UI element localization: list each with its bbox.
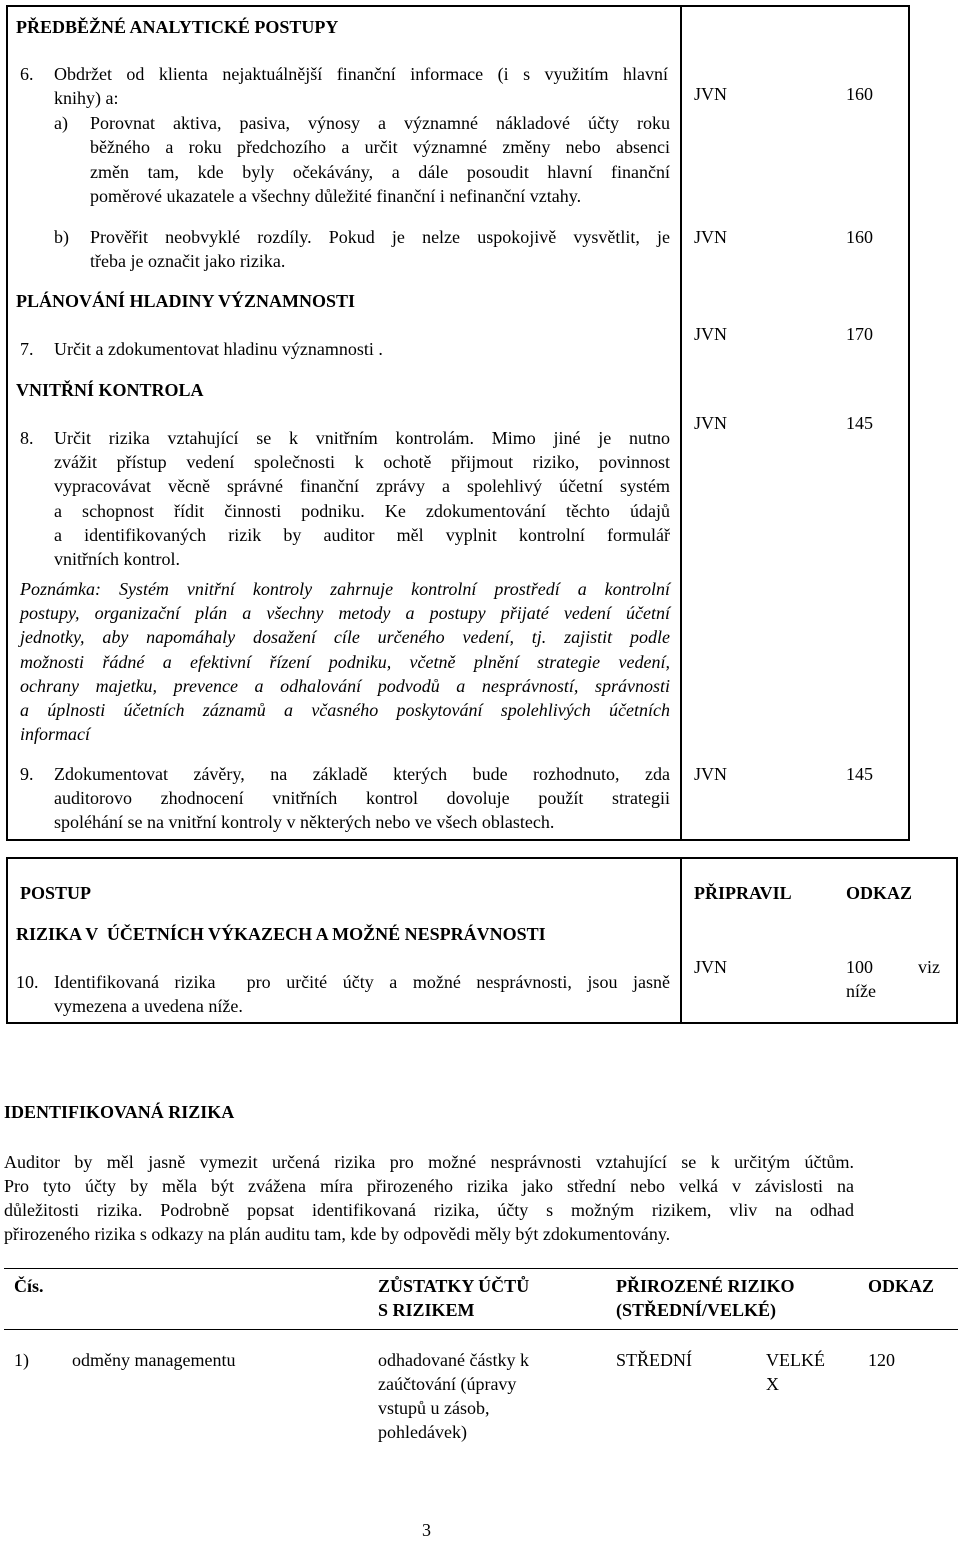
- item10-l2: vymezena a uvedena níže.: [54, 996, 243, 1016]
- para-l3: důležitosti rizika. Podrobně popsat identifikovaná rizika, účty s možným rizikem, vliv na odhad: [4, 1200, 854, 1220]
- item6-text-l2: knihy) a:: [54, 88, 119, 108]
- risk-table-header-divider: [4, 1329, 958, 1330]
- heading-vnitrni: VNITŘNÍ KONTROLA: [16, 380, 204, 400]
- item6a-l3: změn tam, kde byly očekávány, a dále posoudit hlavní finanční: [90, 162, 670, 182]
- risk-row1-desc-l3: vstupů u zásob,: [378, 1398, 490, 1418]
- item9-l3: spoléhání se na vnitřní kontroly v některých nebo ve všech oblastech.: [54, 812, 555, 832]
- item8-l6: vnitřních kontrol.: [54, 549, 180, 569]
- risk-header-cis: Čís.: [14, 1276, 44, 1296]
- item6-text-l1: Obdržet od klienta nejaktuálnější finanční informace (i s využitím hlavní: [54, 64, 668, 84]
- item6a-label: a): [54, 113, 68, 133]
- note-l6: a úplnosti účetních záznamů a včasného poskytování spolehlivých účetních: [20, 700, 670, 720]
- item10-ref-a: 100: [846, 957, 873, 977]
- item7-number: 7.: [20, 339, 34, 359]
- heading-identifikovana: IDENTIFIKOVANÁ RIZIKA: [4, 1102, 235, 1122]
- item6a-prepared: JVN: [694, 84, 728, 104]
- risk-row1-num: 1): [14, 1350, 29, 1370]
- para-l2: Pro tyto účty by měla být zvážena míra přirozeného rizika jako střední nebo velká v závislosti na: [4, 1176, 854, 1196]
- item10-ref-b: viz: [918, 957, 940, 977]
- item9-ref: 145: [846, 764, 873, 784]
- item6b-l1: Prověřit neobvyklé rozdíly. Pokud je nelze uspokojivě vysvětlit, je: [90, 227, 670, 247]
- table1-left-border: [6, 5, 8, 841]
- table2-right-border: [956, 857, 958, 1024]
- risk-header-odkaz: ODKAZ: [868, 1276, 935, 1296]
- risk-row1-velke-mark: X: [766, 1374, 779, 1394]
- page-number: 3: [422, 1520, 431, 1540]
- risk-table-top-border: [4, 1268, 958, 1269]
- item10-ref-c: níže: [846, 981, 876, 1001]
- risk-row1-ref: 120: [868, 1350, 895, 1370]
- risk-header-prirozene-l2: (STŘEDNÍ/VELKÉ): [616, 1300, 777, 1320]
- item8-prepared: JVN: [694, 413, 728, 433]
- risk-header-zustatky-l2: S RIZIKEM: [378, 1300, 475, 1320]
- para-l4: přirozeného rizika s odkazy na plán auditu tam, kde by odpovědi měly být zdokumentovány.: [4, 1224, 671, 1244]
- item9-l2: auditorovo zhodnocení vnitřních kontrol dovoluje použít strategii: [54, 788, 670, 808]
- item7-text: Určit a zdokumentovat hladinu významnosti .: [54, 339, 383, 359]
- item6b-l2: třeba je označit jako rizika.: [90, 251, 286, 271]
- table1-right-border: [908, 5, 910, 841]
- item8-l2: zvážit přístup vedení společnosti k ochotě přijmout riziko, povinnost: [54, 452, 670, 472]
- item8-number: 8.: [20, 428, 34, 448]
- item9-number: 9.: [20, 764, 34, 784]
- table2-bottom-border: [6, 1022, 958, 1024]
- note-l4: možnosti řádné a efektivní řízení podniku, včetně plnění strategie vedení,: [20, 652, 670, 672]
- item6b-label: b): [54, 227, 69, 247]
- item6a-ref: 160: [846, 84, 873, 104]
- item8-ref: 145: [846, 413, 873, 433]
- item10-prepared: JVN: [694, 957, 728, 977]
- para-l1: Auditor by měl jasně vymezit určená rizika pro možné nesprávnosti vztahující se k určitým účtům.: [4, 1152, 854, 1172]
- risk-row1-stredni: STŘEDNÍ: [616, 1350, 692, 1370]
- item6a-l1: Porovnat aktiva, pasiva, výnosy a významné nákladové účty roku: [90, 113, 670, 133]
- risk-header-prirozene-l1: PŘIROZENÉ RIZIKO: [616, 1276, 795, 1296]
- risk-row1-desc-l4: pohledávek): [378, 1422, 467, 1442]
- heading-planovani: PLÁNOVÁNÍ HLADINY VÝZNAMNOSTI: [16, 291, 356, 311]
- item10-number: 10.: [16, 972, 39, 992]
- table1-top-border: [6, 5, 910, 7]
- risk-row1-desc-l1: odhadované částky k: [378, 1350, 529, 1370]
- table2-left-border: [6, 857, 8, 1024]
- table2-divider: [680, 857, 682, 1024]
- item8-l5: a identifikovaných rizik by auditor měl vyplnit kontrolní formulář: [54, 525, 670, 545]
- item7-prepared: JVN: [694, 324, 728, 344]
- item9-l1: Zdokumentovat závěry, na základě kterých bude rozhodnuto, zda: [54, 764, 670, 784]
- item6b-prepared: JVN: [694, 227, 728, 247]
- item10-l1: Identifikovaná rizika pro určité účty a možné nesprávnosti, jsou jasně: [54, 972, 670, 992]
- col-odkaz-header: ODKAZ: [846, 883, 913, 903]
- table1-divider: [680, 5, 682, 841]
- risk-row1-name: odměny managementu: [72, 1350, 236, 1370]
- risk-row1-velke: VELKÉ: [766, 1350, 825, 1370]
- item9-prepared: JVN: [694, 764, 728, 784]
- heading-predbezne: PŘEDBĚŽNÉ ANALYTICKÉ POSTUPY: [16, 17, 339, 37]
- item6-number: 6.: [20, 64, 34, 84]
- heading-rizika-ucetnich: RIZIKA V ÚČETNÍCH VÝKAZECH A MOŽNÉ NESPRÁVNOSTI: [16, 924, 546, 944]
- risk-header-zustatky-l1: ZŮSTATKY ÚČTŮ: [378, 1276, 530, 1296]
- note-l5: ochrany majetku, prevence a odhalování podvodů a nesprávností, správnosti: [20, 676, 670, 696]
- table1-bottom-border: [6, 839, 910, 841]
- note-l7: informací: [20, 724, 90, 744]
- item8-l4: a schopnost řídit činnosti podniku. Ke zdokumentování těchto údajů: [54, 501, 670, 521]
- col-pripravil-header: PŘIPRAVIL: [694, 883, 792, 903]
- col-postup-header: POSTUP: [20, 883, 92, 903]
- item6b-ref: 160: [846, 227, 873, 247]
- note-l1: Poznámka: Systém vnitřní kontroly zahrnuje kontrolní prostředí a kontrolní: [20, 579, 670, 599]
- note-l2: postupy, organizační plán a všechny metody a postupy přijaté vedení účetní: [20, 603, 670, 623]
- item8-l3: vypracovávat věcně správné finanční zprávy a spolehlivý účetní systém: [54, 476, 670, 496]
- item7-ref: 170: [846, 324, 873, 344]
- table2-top-border: [6, 857, 958, 859]
- item6a-l4: poměrové ukazatele a všechny důležité finanční i nefinanční vztahy.: [90, 186, 582, 206]
- item8-l1: Určit rizika vztahující se k vnitřním kontrolám. Mimo jiné je nutno: [54, 428, 670, 448]
- item6a-l2: běžného a roku předchozího a určit významné změny nebo absenci: [90, 137, 670, 157]
- note-l3: jednotky, aby napomáhaly dosažení cíle určeného vedení, tj. zajistit podle: [20, 627, 670, 647]
- risk-row1-desc-l2: zaúčtování (úpravy: [378, 1374, 517, 1394]
